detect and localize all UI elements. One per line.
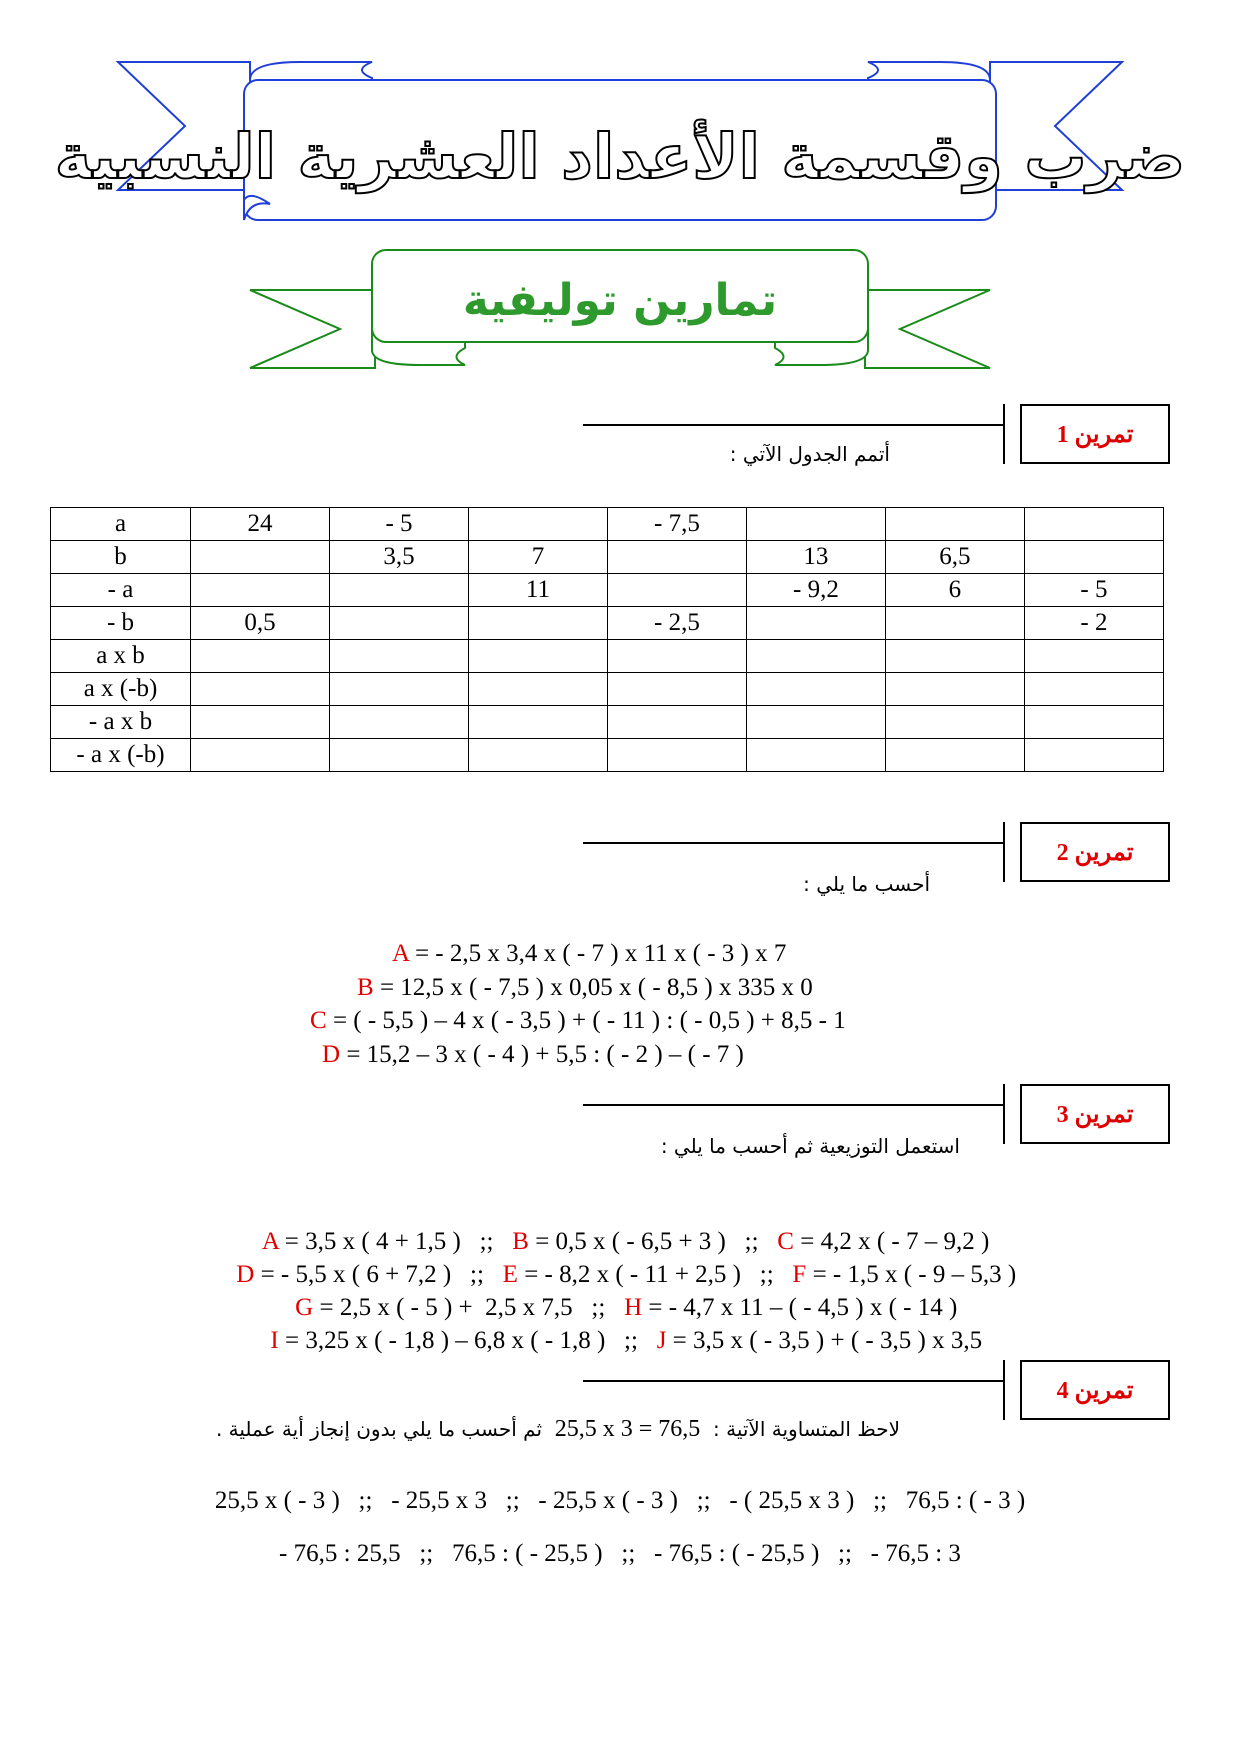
- table-cell: [191, 640, 330, 673]
- table-cell: [607, 739, 746, 772]
- table-cell: [329, 706, 468, 739]
- table-cell: [1024, 541, 1163, 574]
- ex4-label-box: [1020, 1360, 1170, 1420]
- ex2-eq-c: C = ( - 5,5 ) – 4 x ( - 3,5 ) + ( - 11 ) : ( - 0,5 ) + 8,5 - 1: [310, 1007, 846, 1034]
- table-cell: [468, 607, 607, 640]
- table-cell: [746, 607, 885, 640]
- ex2-rule-end: [1003, 822, 1005, 882]
- table-cell: [468, 508, 607, 541]
- table-cell: [1024, 739, 1163, 772]
- table-cell: [746, 739, 885, 772]
- ex3-line-2: D = - 5,5 x ( 6 + 7,2 ) ;; E = - 8,2 x ( - 11 + 2,5 ) ;; F = - 1,5 x ( - 9 – 5,3 ): [236, 1261, 1017, 1288]
- ex2-label-box: [1020, 822, 1170, 882]
- sub-title: تمارين توليفية: [462, 275, 778, 326]
- ex3-label: تمرين 3: [1056, 1101, 1134, 1128]
- ex3-instruction: استعمل التوزيعية ثم أحسب ما يلي :: [660, 1134, 960, 1158]
- ex1-label-box: [1020, 404, 1170, 464]
- table-cell: [607, 640, 746, 673]
- table-cell: 0,5: [191, 607, 330, 640]
- table-cell: [191, 706, 330, 739]
- ex3-line-1: A = 3,5 x ( 4 + 1,5 ) ;; B = 0,5 x ( - 6,5 + 3 ) ;; C = 4,2 x ( - 7 – 9,2 ): [261, 1228, 990, 1255]
- table-cell: [468, 706, 607, 739]
- table-cell: 6: [885, 574, 1024, 607]
- table-row: [51, 673, 1164, 706]
- table-row-header: - a x b: [51, 706, 191, 739]
- table-cell: 6,5: [885, 541, 1024, 574]
- table-cell: - 5: [1024, 574, 1163, 607]
- title-banners: [0, 0, 1240, 380]
- table-cell: [329, 607, 468, 640]
- table-cell: [746, 508, 885, 541]
- table-cell: - 2: [1024, 607, 1163, 640]
- table-row-header: - a: [51, 574, 191, 607]
- ex4-label: تمرين 4: [1056, 1377, 1134, 1404]
- ex2-eq-a: A = - 2,5 x 3,4 x ( - 7 ) x 11 x ( - 3 ) x 7: [392, 940, 787, 967]
- table-row: [51, 574, 1164, 607]
- ex3-label-box: [1020, 1084, 1170, 1144]
- table-cell: 24: [191, 508, 330, 541]
- table-cell: [607, 706, 746, 739]
- ex2-label: تمرين 2: [1056, 839, 1134, 866]
- table-cell: [885, 673, 1024, 706]
- table-cell: [885, 739, 1024, 772]
- table-cell: [885, 706, 1024, 739]
- table-row: [51, 640, 1164, 673]
- table-row: [51, 607, 1164, 640]
- table-cell: [468, 640, 607, 673]
- table-cell: [329, 673, 468, 706]
- table-cell: [329, 574, 468, 607]
- table-row: [51, 541, 1164, 574]
- table-cell: [1024, 706, 1163, 739]
- table-cell: [191, 739, 330, 772]
- table-cell: [329, 739, 468, 772]
- table-cell: [607, 574, 746, 607]
- table-cell: [746, 640, 885, 673]
- table-cell: [885, 508, 1024, 541]
- ex4-rule: [583, 1380, 1005, 1382]
- table-cell: - 7,5: [607, 508, 746, 541]
- table-cell: 3,5: [329, 541, 468, 574]
- main-title: ضرب وقسمة الأعداد العشرية النسبية: [54, 120, 1186, 193]
- ex4-line-1: 25,5 x ( - 3 ) ;; - 25,5 x 3 ;; - 25,5 x ( - 3 ) ;; - ( 25,5 x 3 ) ;; 76,5 : ( - 3 ): [214, 1487, 1026, 1514]
- table-cell: - 2,5: [607, 607, 746, 640]
- table-row-header: a: [51, 508, 191, 541]
- table-row: [51, 739, 1164, 772]
- table-cell: [191, 541, 330, 574]
- ex3-line-4: I = 3,25 x ( - 1,8 ) – 6,8 x ( - 1,8 ) ;; J = 3,5 x ( - 3,5 ) + ( - 3,5 ) x 3,5: [270, 1327, 983, 1354]
- table-cell: [329, 640, 468, 673]
- ex4-instruction: لاحظ المتساوية الآتية : 25,5 x 3 = 76,5 ثم أحسب ما يلي بدون إنجاز أية عملية .: [215, 1416, 900, 1442]
- ex3-rule: [583, 1104, 1005, 1106]
- table-row: [51, 706, 1164, 739]
- ex4-line-2: - 76,5 : 25,5 ;; 76,5 : ( - 25,5 ) ;; - 76,5 : ( - 25,5 ) ;; - 76,5 : 3: [279, 1540, 961, 1567]
- table-cell: [746, 673, 885, 706]
- table-cell: [607, 541, 746, 574]
- table-cell: [1024, 640, 1163, 673]
- table-row-header: - a x (-b): [51, 739, 191, 772]
- table-cell: - 5: [329, 508, 468, 541]
- table-cell: [191, 574, 330, 607]
- ex1-rule-end: [1003, 404, 1005, 464]
- table-cell: [1024, 508, 1163, 541]
- table-cell: [191, 673, 330, 706]
- ex4-rule-end: [1003, 1360, 1005, 1420]
- table-cell: [885, 607, 1024, 640]
- ex2-eq-b: B = 12,5 x ( - 7,5 ) x 0,05 x ( - 8,5 ) x 335 x 0: [357, 974, 813, 1001]
- ex1-instruction: أتمم الجدول الآتي :: [729, 442, 890, 466]
- table-row-header: a x (-b): [51, 673, 191, 706]
- ex3-rule-end: [1003, 1084, 1005, 1144]
- table-cell: [746, 706, 885, 739]
- table-cell: 11: [468, 574, 607, 607]
- ex1-rule: [583, 424, 1005, 426]
- ex1-table: [50, 507, 1164, 772]
- table-cell: - 9,2: [746, 574, 885, 607]
- table-cell: [468, 739, 607, 772]
- ex2-eq-d: D = 15,2 – 3 x ( - 4 ) + 5,5 : ( - 2 ) – ( - 7 ): [322, 1041, 744, 1068]
- ex3-line-3: G = 2,5 x ( - 5 ) + 2,5 x 7,5 ;; H = - 4,7 x 11 – ( - 4,5 ) x ( - 14 ): [295, 1294, 958, 1321]
- table-row-header: - b: [51, 607, 191, 640]
- table-cell: [607, 673, 746, 706]
- table-cell: 13: [746, 541, 885, 574]
- ex2-rule: [583, 842, 1005, 844]
- ex4-equality: 25,5 x 3 = 76,5: [554, 1416, 701, 1442]
- ex1-label: تمرين 1: [1056, 421, 1134, 448]
- ex2-instruction: أحسب ما يلي :: [803, 872, 930, 896]
- table-cell: [885, 640, 1024, 673]
- table-cell: [1024, 673, 1163, 706]
- table-row-header: b: [51, 541, 191, 574]
- table-cell: 7: [468, 541, 607, 574]
- table-row-header: a x b: [51, 640, 191, 673]
- table-cell: [468, 673, 607, 706]
- table-row: [51, 508, 1164, 541]
